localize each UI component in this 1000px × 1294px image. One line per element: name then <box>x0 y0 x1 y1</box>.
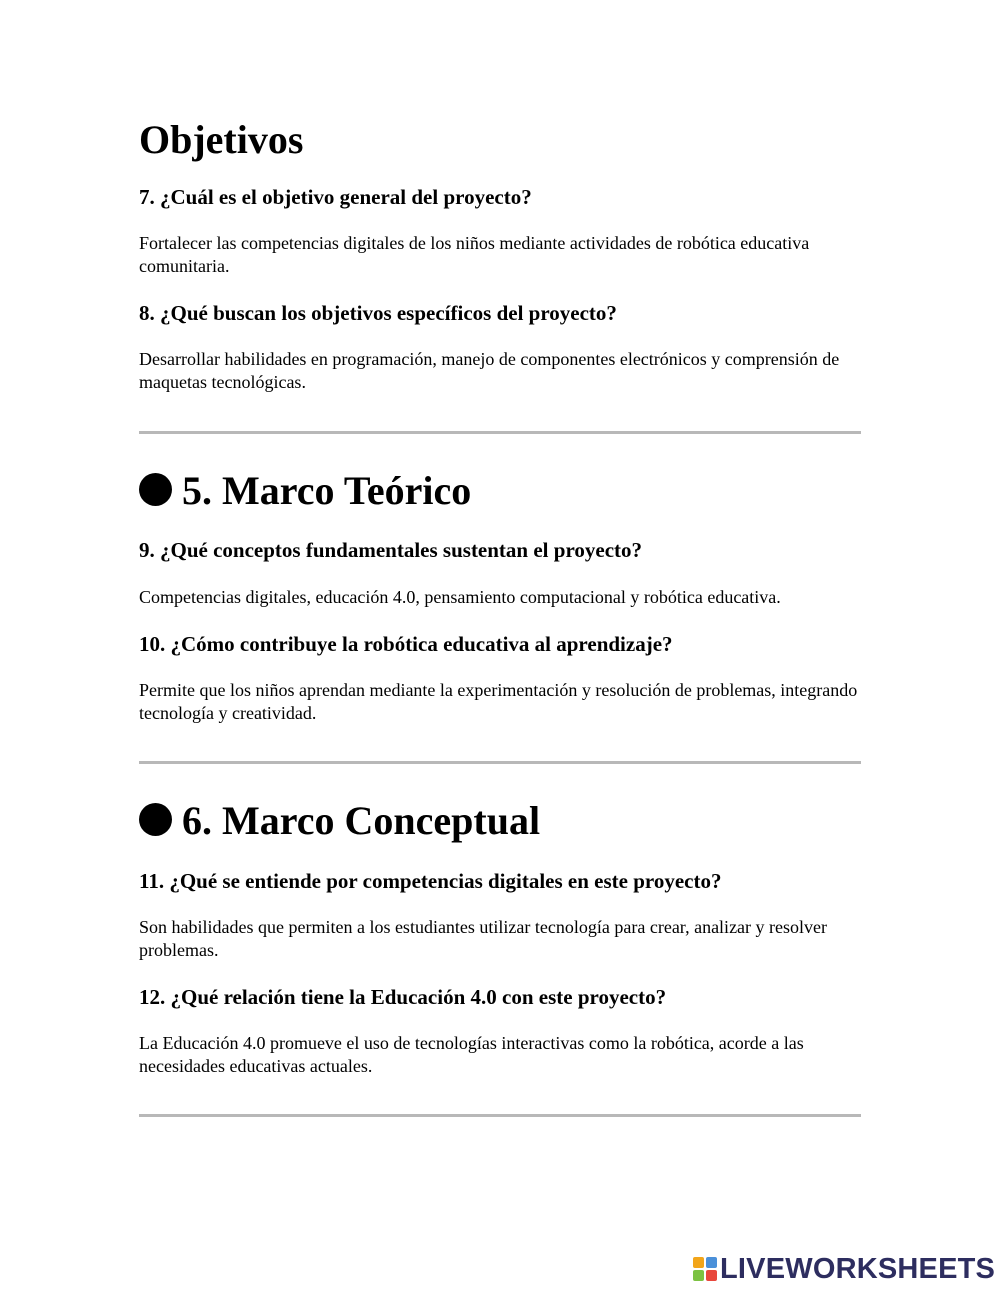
answer-8: Desarrollar habilidades en programación, manejo de componentes electrónicos y comprensión de maquetas tecnológicas. <box>139 349 840 392</box>
bullet-dot-icon <box>139 473 172 506</box>
section-divider <box>139 1114 861 1117</box>
liveworksheets-logo <box>693 1255 995 1283</box>
section-title-text: 6. Marco Conceptual <box>182 798 541 843</box>
section-divider <box>139 761 861 764</box>
question-8: 8. ¿Qué buscan los objetivos específicos del proyecto? <box>139 301 617 325</box>
logo-wordmark: LIVEWORKSHEETS <box>720 1253 996 1285</box>
logo-mark-tile <box>706 1257 717 1268</box>
section-title-marco-teorico <box>139 469 471 513</box>
answer-12: La Educación 4.0 promueve el uso de tecnologías interactivas como la robótica, acorde a las necesidades educativas actuales. <box>139 1033 804 1076</box>
answer-9: Competencias digitales, educación 4.0, pensamiento computacional y robótica educativa. <box>139 587 781 607</box>
section-title-objetivos: Objetivos <box>139 117 304 162</box>
section-title-marco-conceptual <box>139 799 540 843</box>
answer-11: Son habilidades que permiten a los estudiantes utilizar tecnología para crear, analizar y resolver problemas. <box>139 917 828 960</box>
logo-mark-icon <box>693 1257 717 1281</box>
section-title-text: 5. Marco Teórico <box>182 468 472 513</box>
question-12: 12. ¿Qué relación tiene la Educación 4.0 con este proyecto? <box>139 985 667 1009</box>
answer-7: Fortalecer las competencias digitales de los niños mediante actividades de robótica educativa comunitaria. <box>139 233 810 276</box>
question-10: 10. ¿Cómo contribuye la robótica educativa al aprendizaje? <box>139 632 673 656</box>
logo-mark-tile <box>693 1270 704 1281</box>
question-11: 11. ¿Qué se entiende por competencias digitales en este proyecto? <box>139 869 722 893</box>
answer-10: Permite que los niños aprendan mediante la experimentación y resolución de problemas, integrando tecnología y creatividad. <box>139 680 858 723</box>
bullet-dot-icon <box>139 803 172 836</box>
question-7: 7. ¿Cuál es el objetivo general del proyecto? <box>139 185 532 209</box>
logo-mark-tile <box>693 1257 704 1268</box>
question-9: 9. ¿Qué conceptos fundamentales sustentan el proyecto? <box>139 538 643 562</box>
section-divider <box>139 431 861 434</box>
logo-mark-tile <box>706 1270 717 1281</box>
